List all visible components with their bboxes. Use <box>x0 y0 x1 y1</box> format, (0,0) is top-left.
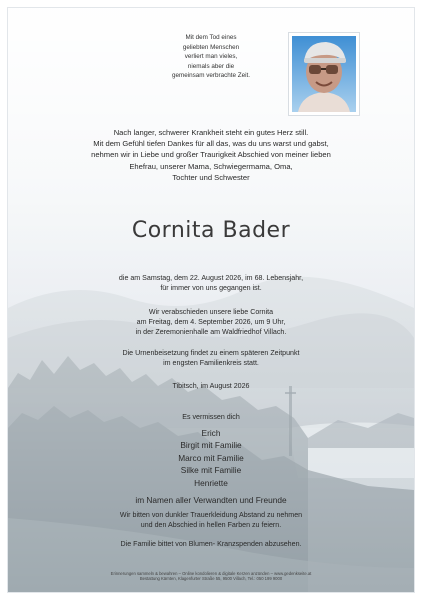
urn-line: im engsten Familienkreis statt. <box>163 358 259 367</box>
footer-line: Erinnerungen sammeln & bewahren – Online kondolieren & digitale Kerzen anzünden – www.gedenkseite.at <box>110 571 312 576</box>
intro-line: Ehefrau, unserer Mama, Schwiegermama, Oma, <box>129 161 293 171</box>
intro-text <box>8 127 414 183</box>
portrait-photo <box>288 32 360 116</box>
place-date: Tibitsch, im August 2026 <box>172 382 250 390</box>
quote-line: verliert man vieles, <box>184 53 238 61</box>
death-line: die am Samstag, dem 22. August 2026, im 68. Lebensjahr, <box>118 274 304 282</box>
farewell-line: Wir verabschieden unsere liebe Cornita <box>148 308 274 316</box>
relatives-line: im Namen aller Verwandten und Freunde <box>135 495 287 505</box>
urn-line: Die Urnenbeisetzung findet zu einem späteren Zeitpunkt <box>122 349 300 357</box>
mourner: Marco mit Familie <box>178 452 244 463</box>
urn-burial-note <box>8 349 414 369</box>
farewell-details <box>8 308 414 338</box>
intro-line: Mit dem Gefühl tiefen Dankes für all das, was du uns warst und gabst, <box>93 139 329 149</box>
portrait-image <box>292 36 356 112</box>
farewell-line: am Freitag, dem 4. September 2026, um 9 Uhr, <box>136 317 286 326</box>
intro-line: nehmen wir in Liebe und großer Traurigkeit Abschied von meiner lieben <box>91 150 331 160</box>
missed-intro: Es vermissen dich <box>182 413 240 421</box>
quote-line: niemals aber die <box>187 62 235 70</box>
clothing-request <box>8 511 414 531</box>
mourners-list <box>8 427 414 489</box>
clothing-line: Wir bitten von dunkler Trauerkleidung Abstand zu nehmen <box>119 511 303 519</box>
quote-line: geliebten Menschen <box>182 43 240 51</box>
clothing-line: und den Abschied in hellen Farben zu feiern. <box>140 520 282 529</box>
obituary-card <box>8 8 414 592</box>
mourner: Birgit mit Familie <box>180 440 242 451</box>
mourner: Erich <box>201 428 221 438</box>
intro-line: Nach langer, schwerer Krankheit steht ein gutes Herz still. <box>113 128 309 137</box>
quote-line: Mit dem Tod eines <box>185 34 237 41</box>
death-notice <box>8 274 414 294</box>
mourner: Silke mit Familie <box>180 465 242 476</box>
death-line: für immer von uns gegangen ist. <box>160 283 262 292</box>
intro-line: Tochter und Schwester <box>172 172 250 182</box>
footer-info <box>8 571 414 582</box>
farewell-line: in der Zeremonienhalle am Waldfriedhof Villach. <box>135 327 287 336</box>
footer-line: Bestattung Kärnten, Klagenfurter Straße 55, 9500 Villach, Tel.: 050 199 9000 <box>139 576 283 582</box>
flowers-request: Die Familie bittet von Blumen- Kranzspenden abzusehen. <box>120 540 302 548</box>
quote-line: gemeinsam verbrachte Zeit. <box>171 72 251 80</box>
mourner: Henriette <box>194 477 228 488</box>
deceased-name: Cornita Bader <box>131 218 291 243</box>
